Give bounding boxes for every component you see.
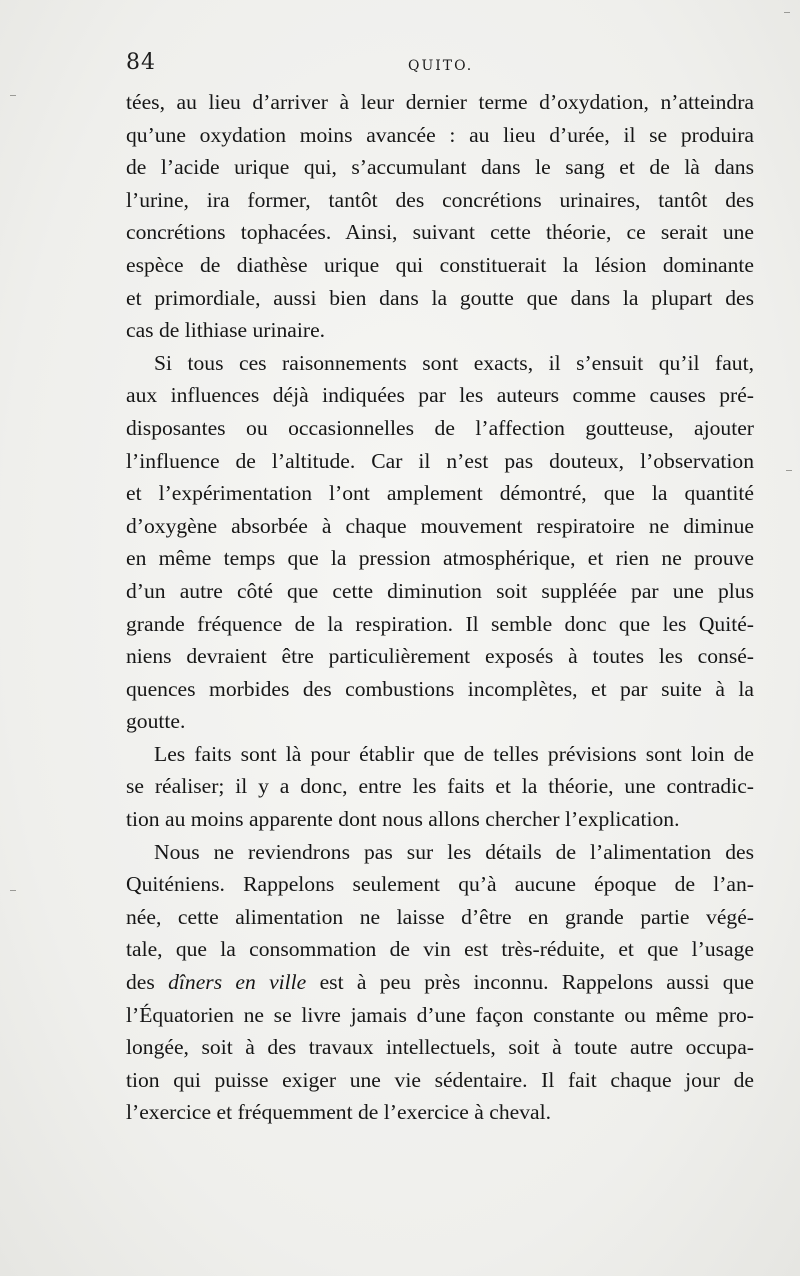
text-line: niens devraient être particulièrement exposés à toutes les consé- (126, 644, 754, 669)
page-number: 84 (126, 50, 156, 75)
text-line: d’oxygène absorbée à chaque mouvement respiratoire ne diminue (126, 513, 754, 538)
text-fragment: des (126, 970, 169, 995)
text-line: se réaliser; il y a donc, entre les faits et la théorie, une contradic- (126, 774, 754, 799)
text-line: l’urine, ira former, tantôt des concrétions urinaires, tantôt des (126, 187, 754, 212)
text-line: tion qui puisse exiger une vie sédentaire. Il fait chaque jour de (126, 1067, 754, 1092)
text-line: espèce de diathèse urique qui constituerait la lésion dominante (126, 252, 754, 277)
paragraph-3 (126, 738, 754, 836)
text-line: et l’expérimentation l’ont amplement démontré, que la quantité (126, 481, 754, 506)
text-line: longée, soit à des travaux intellectuels, soit à toute autre occupa- (126, 1035, 754, 1060)
text-line (126, 966, 754, 999)
text-line: de l’acide urique qui, s’accumulant dans le sang et de là dans (126, 155, 754, 180)
text-line: disposantes ou occasionnelles de l’affection goutteuse, ajouter (126, 415, 754, 440)
text-line: concrétions tophacées. Ainsi, suivant cette théorie, ce serait une (126, 220, 754, 245)
text-line: quences morbides des combustions incomplètes, et par suite à la (126, 676, 754, 701)
running-head: QUITO. (408, 58, 474, 74)
text-line: tées, au lieu d’arriver à leur dernier terme d’oxydation, n’atteindra (126, 90, 754, 114)
text-line: grande fréquence de la respiration. Il semble donc que les Quité- (126, 611, 754, 636)
paragraph-2 (126, 347, 754, 738)
page-edge-mark (10, 890, 16, 891)
italic-phrase: dîners en ville (168, 970, 307, 995)
paragraph-4 (126, 836, 754, 1129)
text-line: en même temps que la pression atmosphérique, et rien ne prouve (126, 546, 754, 571)
text-line: l’Équatorien ne se livre jamais d’une façon constante ou même pro- (126, 1002, 754, 1027)
text-line: tion au moins apparente dont nous allons chercher l’explication. (126, 807, 680, 832)
text-line: Les faits sont là pour établir que de telles prévisions sont loin de (154, 741, 754, 766)
page-header (126, 50, 756, 84)
page-edge-mark (10, 95, 16, 96)
body-text (126, 86, 754, 1129)
paragraph-1 (126, 86, 754, 347)
text-line: l’influence de l’altitude. Car il n’est pas douteux, l’observation (126, 448, 754, 473)
text-line: aux influences déjà indiquées par les auteurs comme causes pré- (126, 383, 754, 408)
text-line: d’un autre côté que cette diminution soit suppléée par une plus (126, 578, 754, 603)
text-line: Quiténiens. Rappelons seulement qu’à aucune époque de l’an- (126, 872, 754, 897)
text-line: goutte. (126, 709, 186, 734)
text-line: qu’une oxydation moins avancée : au lieu d’urée, il se produira (126, 122, 754, 147)
text-line: Si tous ces raisonnements sont exacts, il s’ensuit qu’il faut, (154, 350, 754, 375)
text-line: cas de lithiase urinaire. (126, 318, 326, 343)
text-line: Nous ne reviendrons pas sur les détails de l’alimentation des (154, 839, 754, 864)
text-line: tale, que la consommation de vin est très-réduite, et que l’usage (126, 937, 754, 962)
page-edge-mark (786, 470, 792, 471)
page-edge-mark (784, 12, 790, 13)
text-fragment: est à peu près inconnu. Rappelons aussi que (306, 970, 754, 995)
text-line: née, cette alimentation ne laisse d’être en grande partie végé- (126, 904, 754, 929)
text-line: l’exercice et fréquemment de l’exercice à cheval. (126, 1100, 552, 1125)
text-line: et primordiale, aussi bien dans la goutte que dans la plupart des (126, 285, 754, 310)
